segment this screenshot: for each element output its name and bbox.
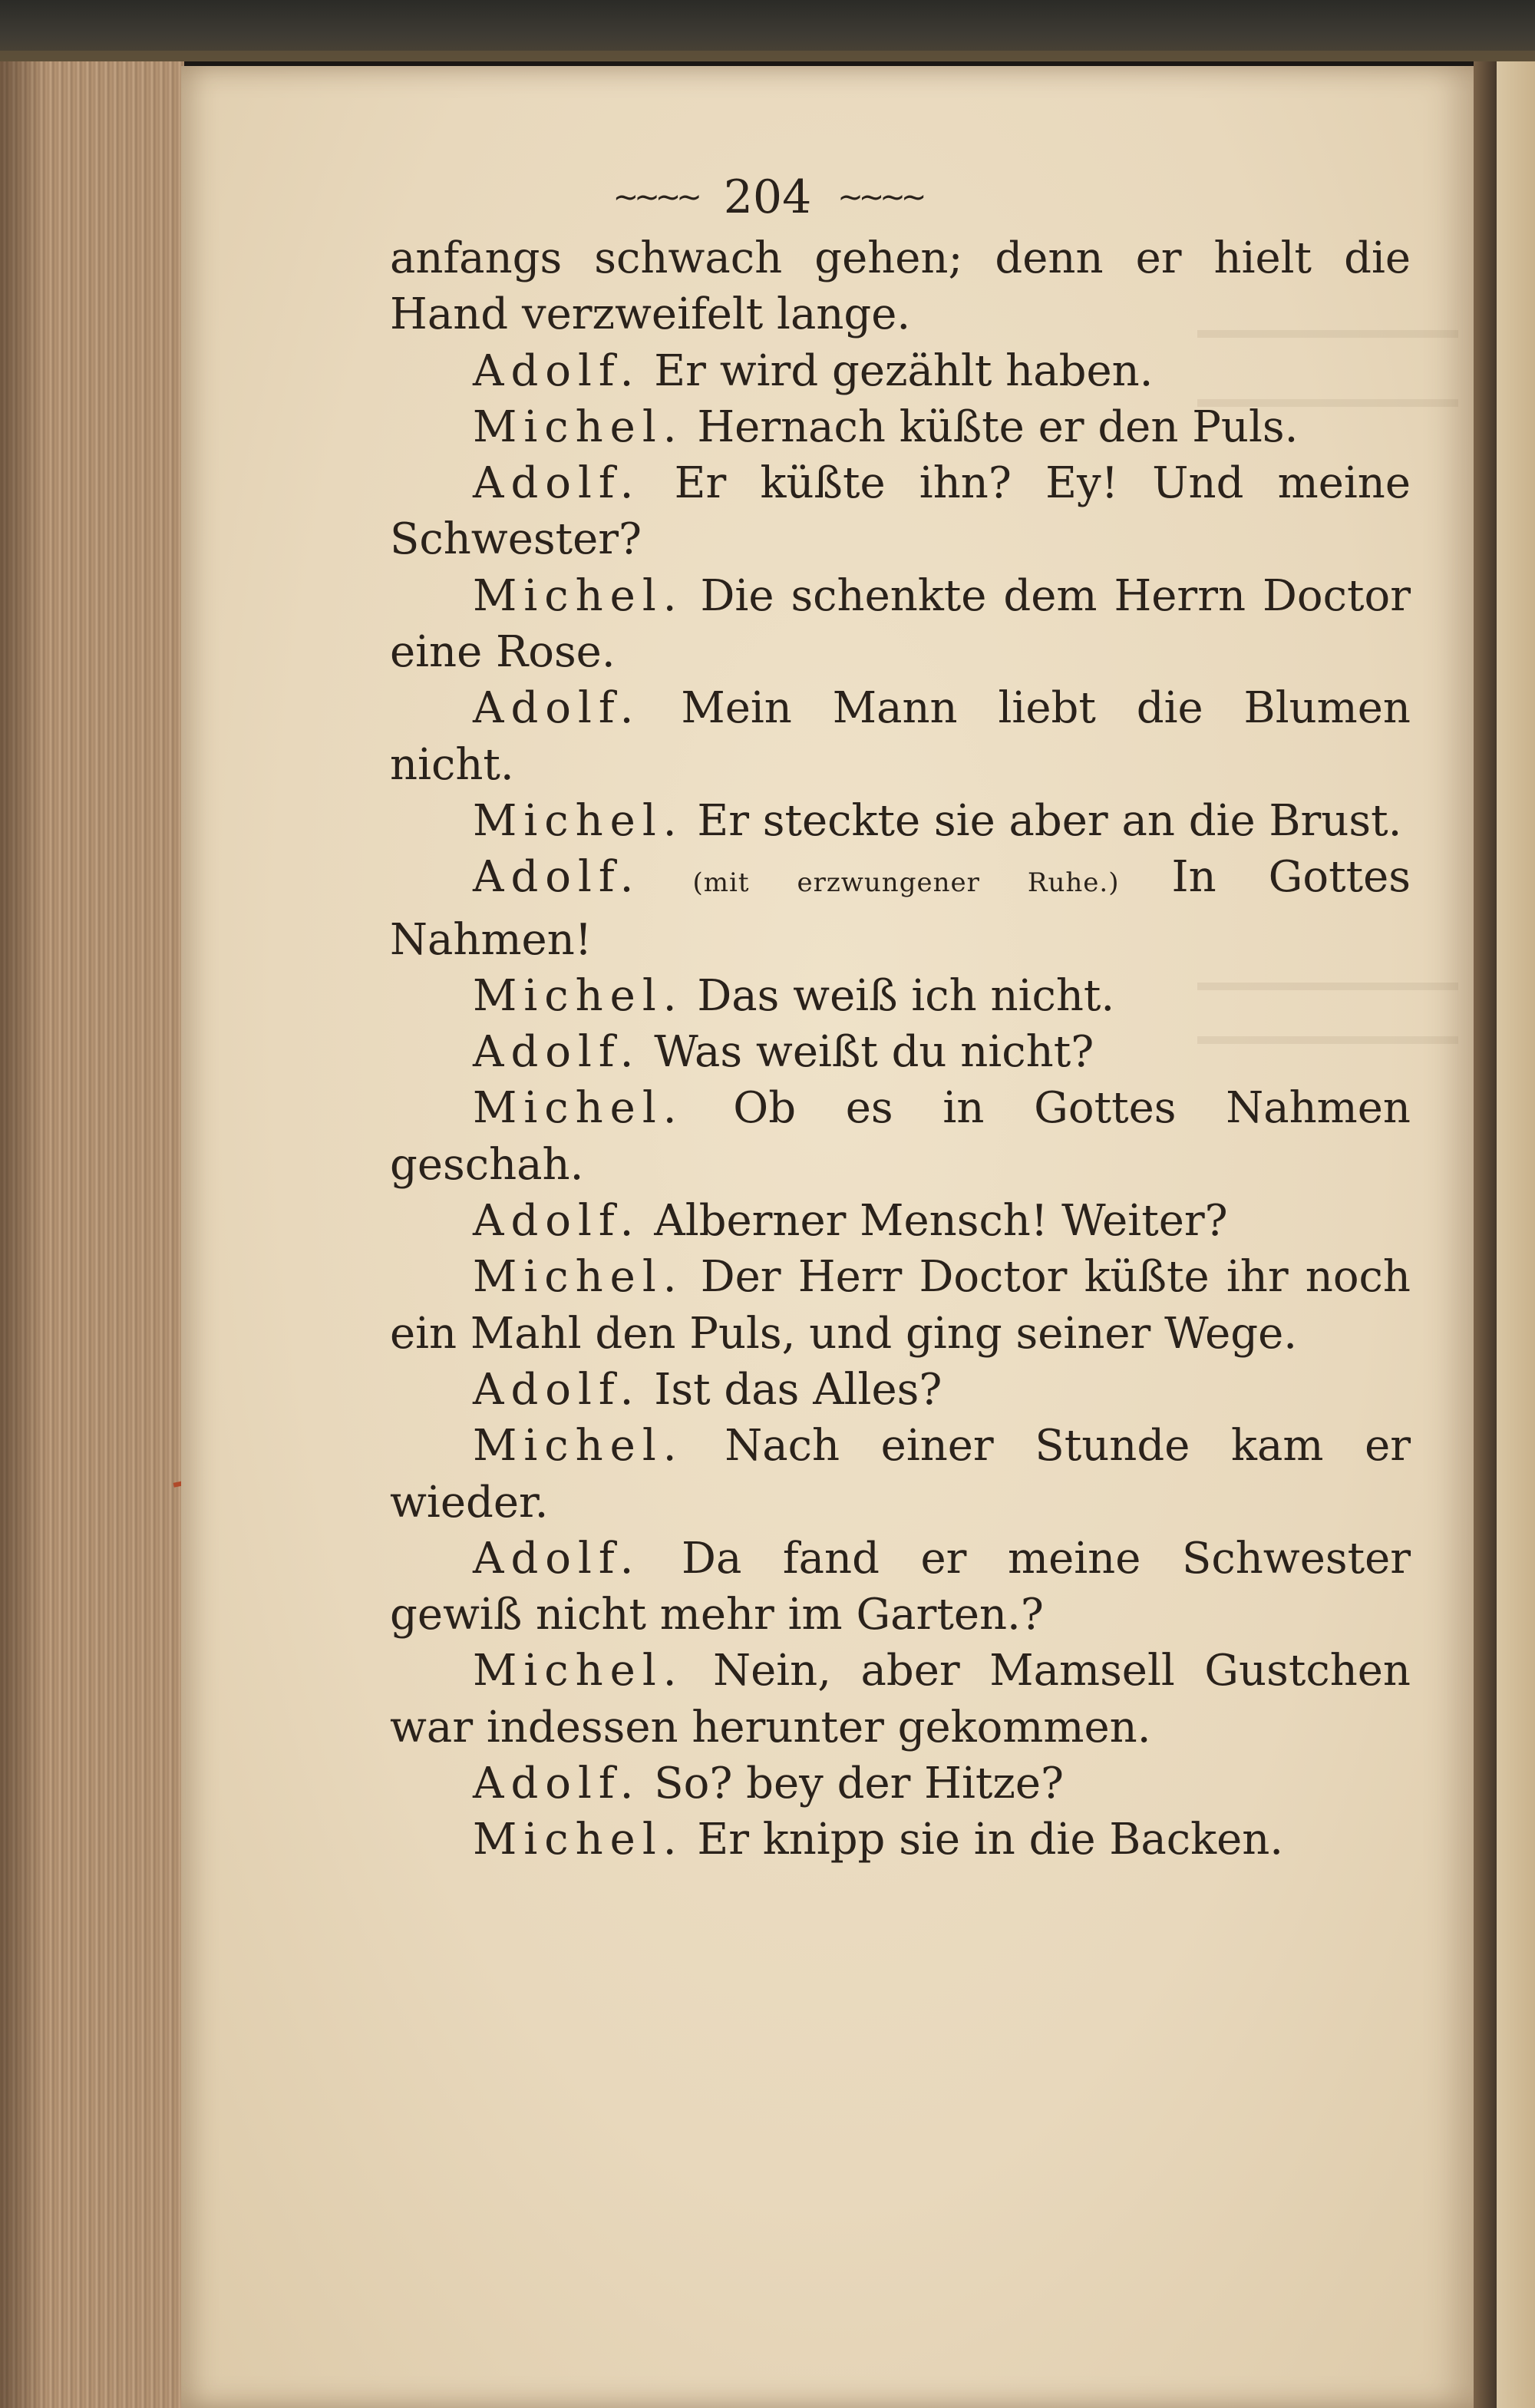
line-text: Da fand er meine Schwester gewiß nicht mehr im Garten.? xyxy=(390,1533,1411,1640)
stage-direction: (mit erzwungener Ruhe.) xyxy=(692,867,1120,899)
speaker-name: Michel. xyxy=(473,1646,684,1696)
speaker-name: Adolf. xyxy=(473,1759,641,1809)
dialogue-line xyxy=(390,455,1411,568)
speaker-name: Adolf. xyxy=(473,1027,641,1078)
book-cover-top xyxy=(0,0,1535,61)
page-edge-stack xyxy=(0,61,184,2408)
line-text: Der Herr Doctor küßte ihr noch ein Mahl den Puls, und ging seiner Wege. xyxy=(390,1252,1411,1359)
speaker-name: Adolf. xyxy=(473,1196,641,1247)
line-text: Er wird gezählt haben. xyxy=(654,345,1154,396)
line-text: Was weißt du nicht? xyxy=(654,1027,1094,1078)
dialogue-line xyxy=(390,1418,1411,1531)
line-text: Das weiß ich nicht. xyxy=(697,970,1115,1021)
speaker-name: Adolf. xyxy=(473,852,641,903)
speaker-name: Michel. xyxy=(473,1815,684,1865)
speaker-name: Michel. xyxy=(473,795,684,846)
line-text: Mein Mann liebt die Blumen nicht. xyxy=(390,683,1411,790)
line-text: Die schenkte dem Herrn Doctor eine Rose. xyxy=(390,570,1411,678)
dialogue-line xyxy=(390,1249,1411,1362)
dialogue-line xyxy=(390,849,1411,968)
dialogue-line xyxy=(390,1362,1411,1418)
line-text: Er steckte sie aber an die Brust. xyxy=(697,795,1402,846)
line-text: anfangs schwach gehen; denn er hielt die Hand verzweifelt lange. xyxy=(390,233,1411,340)
speaker-name: Michel. xyxy=(473,401,684,452)
page-number: 204 xyxy=(723,170,812,224)
speaker-name: Michel. xyxy=(473,1252,684,1303)
header-ornament-right: ~~~~ xyxy=(837,180,923,215)
facing-page-edge xyxy=(1497,61,1535,2408)
line-text: Er knipp sie in die Backen. xyxy=(697,1815,1284,1865)
line-text: Nein, aber Mamsell Gustchen war indessen herunter gekommen. xyxy=(390,1646,1411,1752)
dialogue-line xyxy=(390,793,1411,849)
speaker-name: Adolf. xyxy=(473,458,641,509)
line-text: Nach einer Stunde kam er wieder. xyxy=(390,1421,1411,1528)
dialogue-line xyxy=(390,1193,1411,1249)
line-text: Hernach küßte er den Puls. xyxy=(697,401,1299,452)
dialogue-line xyxy=(390,1812,1411,1868)
running-header xyxy=(0,170,1535,224)
line-text: Ist das Alles? xyxy=(654,1364,942,1415)
speaker-name: Michel. xyxy=(473,1421,684,1472)
dialogue-line xyxy=(390,399,1411,455)
continued-paragraph xyxy=(390,230,1411,343)
line-text: Er küßte ihn? Ey! Und meine Schwester? xyxy=(390,458,1411,565)
speaker-name: Adolf. xyxy=(473,1533,641,1584)
dialogue-text xyxy=(390,230,1411,1868)
dialogue-line xyxy=(390,1080,1411,1193)
speaker-name: Michel. xyxy=(473,1083,684,1134)
dialogue-line xyxy=(390,568,1411,681)
line-text: So? bey der Hitze? xyxy=(654,1759,1065,1809)
line-text: In Gottes Nahmen! xyxy=(390,852,1411,965)
speaker-name: Adolf. xyxy=(473,683,641,734)
dialogue-line xyxy=(390,1531,1411,1643)
line-text: Ob es in Gottes Nahmen geschah. xyxy=(390,1083,1411,1190)
speaker-name: Michel. xyxy=(473,570,684,621)
dialogue-line xyxy=(390,1024,1411,1080)
line-text: Alberner Mensch! Weiter? xyxy=(654,1196,1228,1247)
speaker-name: Adolf. xyxy=(473,1364,641,1415)
speaker-name: Michel. xyxy=(473,970,684,1021)
speaker-name: Adolf. xyxy=(473,345,641,396)
dialogue-line xyxy=(390,343,1411,399)
header-ornament-left: ~~~~ xyxy=(612,180,698,215)
dialogue-line xyxy=(390,1756,1411,1812)
dialogue-line xyxy=(390,968,1411,1024)
dialogue-line xyxy=(390,680,1411,793)
dialogue-line xyxy=(390,1643,1411,1756)
